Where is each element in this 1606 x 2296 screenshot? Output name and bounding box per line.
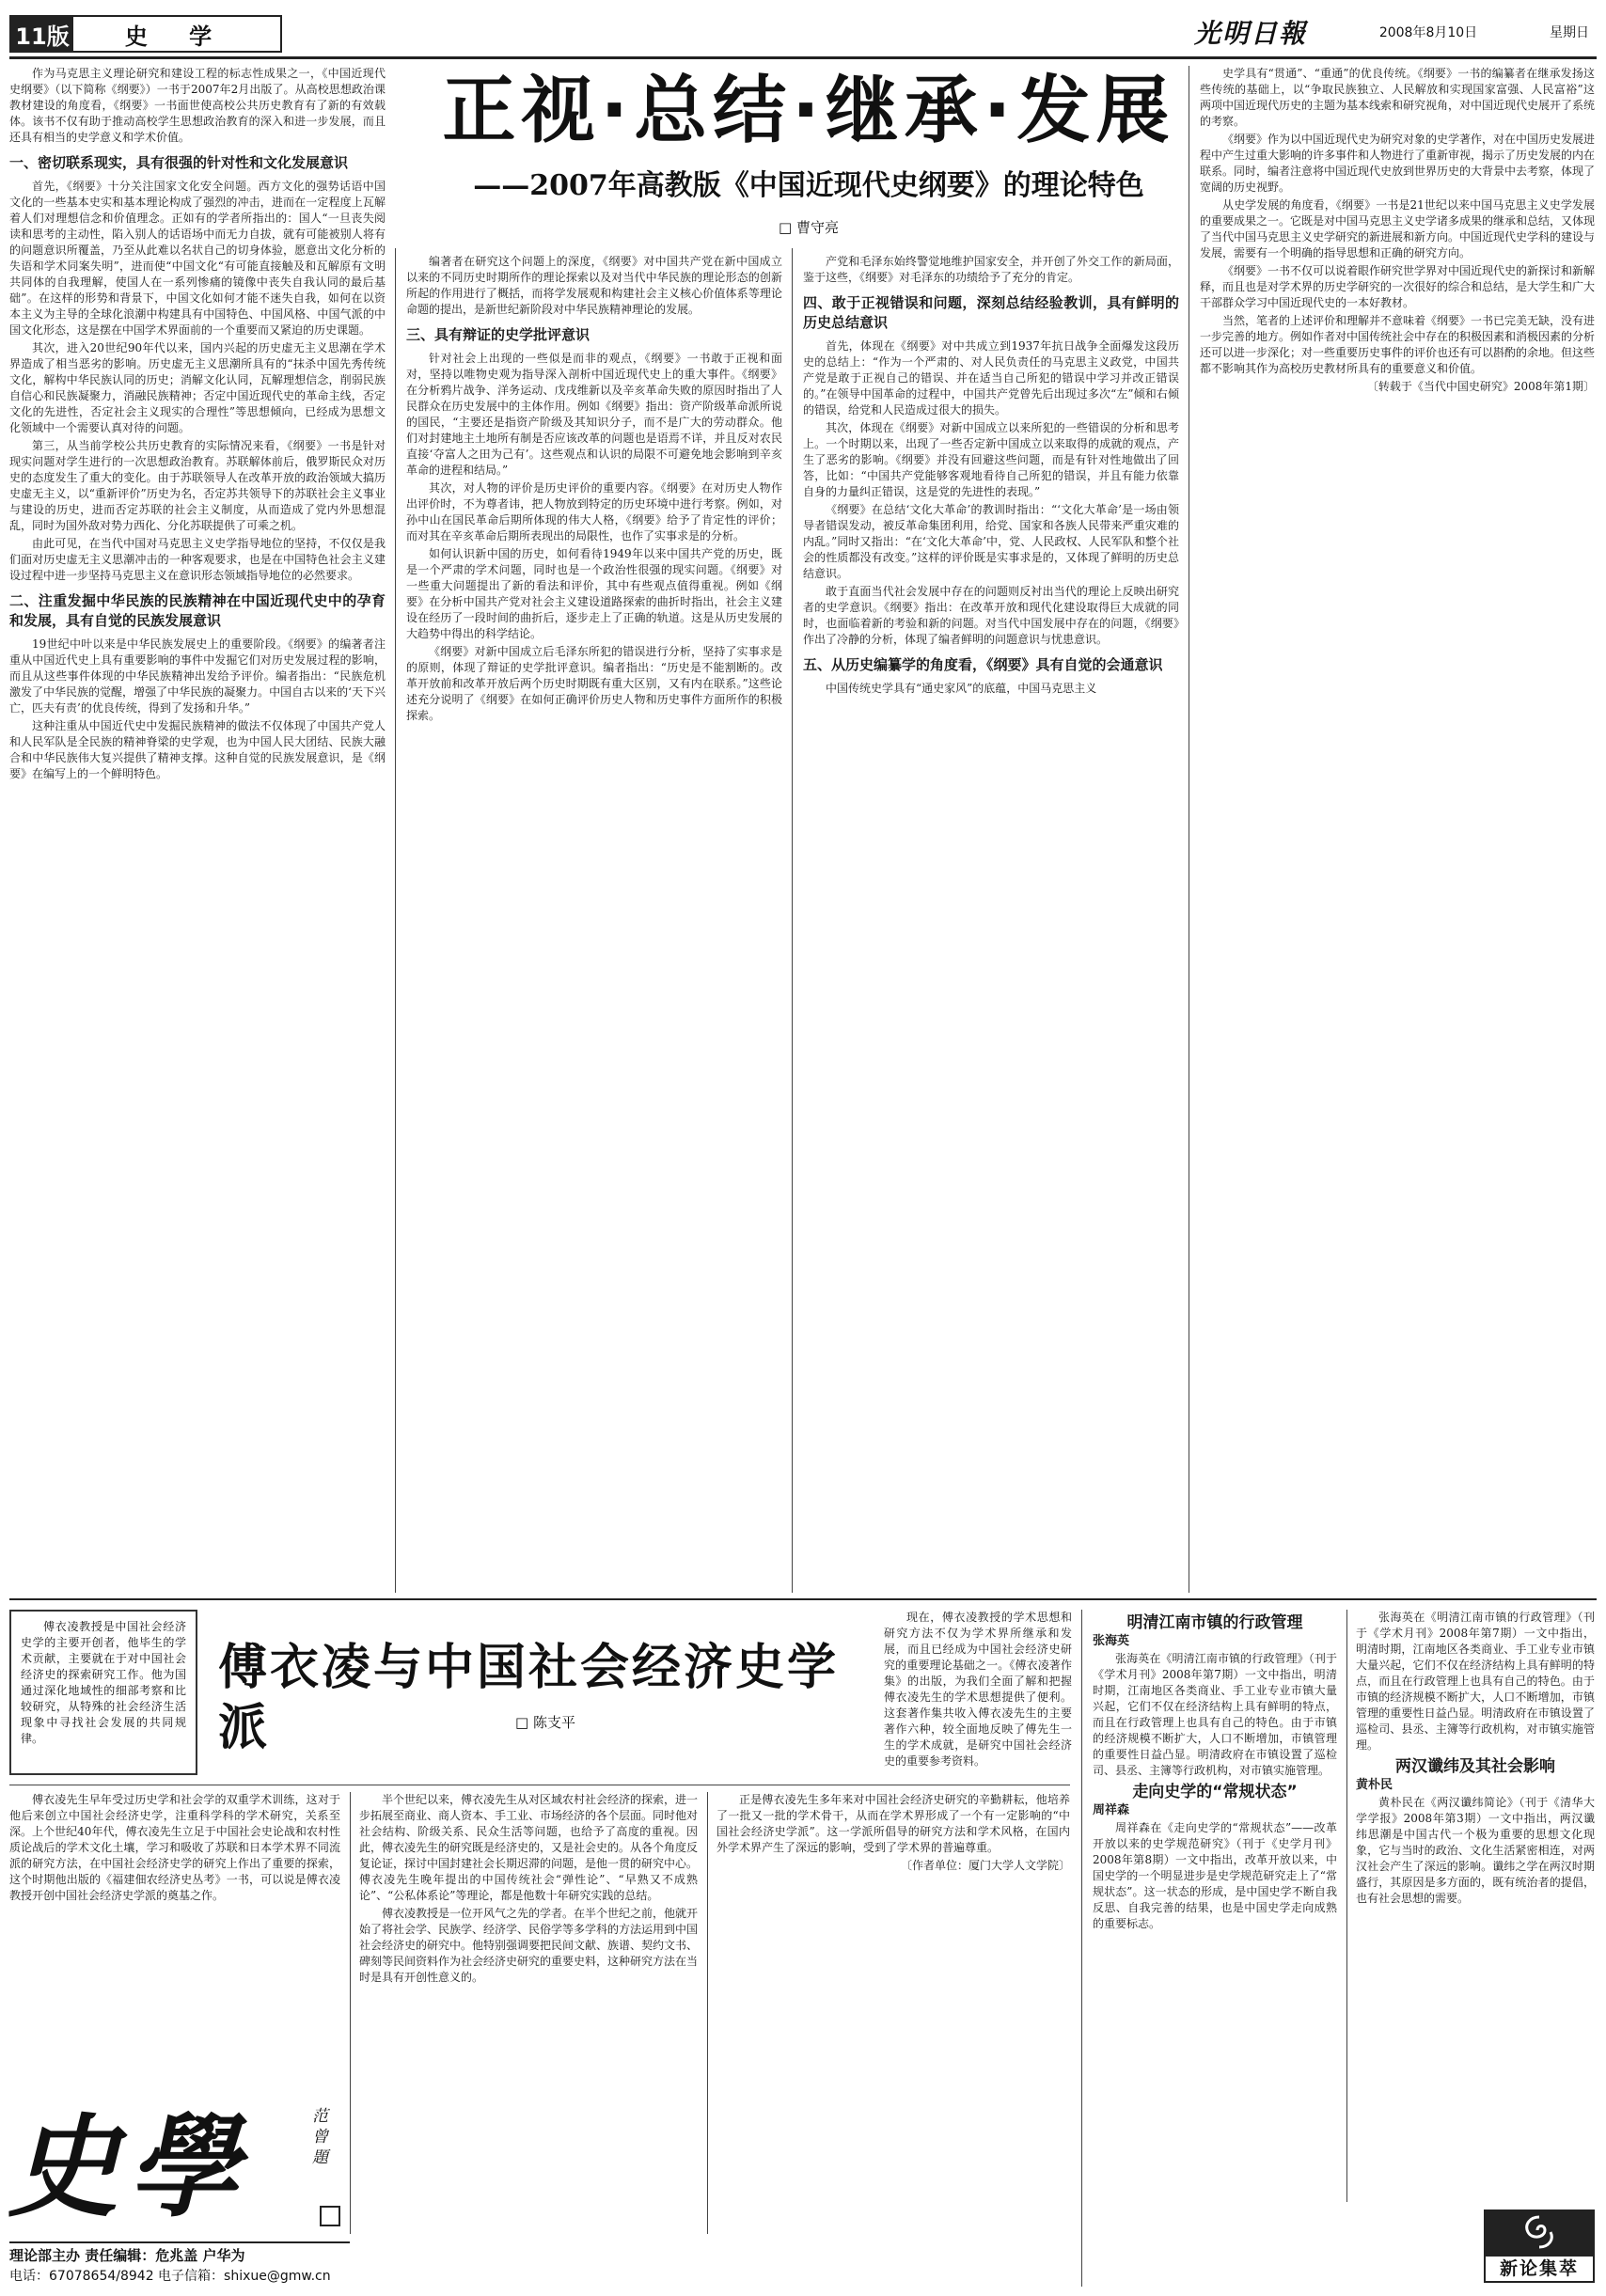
feature-heading-3: 三、具有辩证的史学批评意识 (406, 326, 590, 343)
sidebar-item-2-title: 两汉谶纬及其社会影响 (1395, 1757, 1555, 1776)
feature-source: 〔转载于《当代中国史研究》2008年第1期〕 (1366, 380, 1595, 393)
feature-column-2 (406, 254, 782, 1589)
fu-note: 〔作者单位：厦门大学人文学院〕 (900, 1859, 1070, 1872)
paragraph: 傅衣凌先生早年受过历史学和社会学的双重学术训练，这对于他后来创立中国社会经济史学，注重科学科的学术研究，关系至深。上个世纪40年代，傅衣凌先生立足于中国社会史论战和农村性质论战后的学术文化土壤，学习和吸收了苏联和日本学术界不同流派的研究方法，在中国社会经济史学的研究上作出了重要的探索，这个时期他出版的《福建佃农经济史丛考》一书，可以说是傅衣凌教授开创中国社会经济史学派的奠基之作。 (9, 1793, 340, 1902)
paragraph: 张海英在《明清江南市镇的行政管理》（刊于《学术月刊》2008年第7期）一文中指出，明清时期，江南地区各类商业、手工业专业市镇大量兴起，它们不仅在经济结构上具有鲜明的特点，而且在行政管理上也具有自己的特色。由于市镇的经济规模不断扩大，人口不断增加，市镇管理的重要性日益凸显。明清政府在市镇设置了巡检司、县丞、主簿等行政机构，对市镇实施管理。 (1356, 1611, 1595, 1752)
page-number: 11版 (11, 17, 73, 51)
fu-column-1 (9, 1792, 340, 2084)
paragraph: 其次，对人物的评价是历史评价的重要内容。《纲要》在对历史人物作出评价时，不为尊者讳，把人物放到特定的历史环境中进行考察。例如，对孙中山在国民革命后期所体现的伟大人格，《纲要》给予了肯定性的评价；而对其在辛亥革命后期所表现出的局限性，也作了实事求是的分析。 (406, 481, 782, 543)
header-rule (9, 56, 1597, 59)
logo-label: 新论集萃 (1484, 2255, 1595, 2283)
paragraph: 中国传统史学具有“通史家风”的底蕴，中国马克思主义 (826, 682, 1097, 695)
footer (9, 2245, 423, 2287)
calligraphy-signature: 范曾題 (312, 2107, 328, 2167)
sidebar-column-1 (1093, 1610, 1337, 2193)
column-divider (792, 248, 793, 1593)
paragraph: 张海英在《明清江南市镇的行政管理》（刊于《学术月刊》2008年第7期）一文中指出，明清时期，江南地区各类商业、手工业专业市镇大量兴起，它们不仅在经济结构上具有鲜明的特点，而且在行政管理上也具有自己的特色。由于市镇的经济规模不断扩大，人口不断增加，市镇管理的重要性日益凸显。明清政府在市镇设置了巡检司、县丞、主簿等行政机构，对市镇实施管理。 (1093, 1652, 1337, 1777)
section-name: 史 学 (124, 23, 229, 50)
paragraph: 现在，傅衣凌教授的学术思想和研究方法不仅为学术界所继承和发展，而且已经成为中国社会经济史研究的重要理论基础之一。《傅衣凌著作集》的出版，为我们全面了解和把握傅衣凌先生的学术思想提供了便利。这套著作集共收入傅衣凌先生的主要著作六种，较全面地反映了傅先生一生的学术成就，是研究中国社会经济史的重要参考资料。 (884, 1611, 1072, 1768)
footer-rule (9, 2241, 350, 2243)
paragraph: 《纲要》作为以中国近现代史为研究对象的史学著作，对在中国历史发展进程中产生过重大影响的许多事件和人物进行了重新审视，揭示了历史发展的内在联系。同时，编者注意将中国近现代史放到世界历史的大背景中去考察，体现了宽阔的历史视野。 (1200, 133, 1595, 194)
editor-info: 理论部主办 责任编辑：危兆盖 户华为 (9, 2247, 245, 2264)
paragraph: 从史学发展的角度看，《纲要》一书是21世纪以来中国马克思主义史学发展的重要成果之一。它既是对中国马克思主义史学诸多成果的继承和总结，又体现了当代中国马克思主义史学研究的新进展和新方向。中国近现代史学科的建设与发展，需要有一个明确的指导思想和正确的研究方向。 (1200, 198, 1595, 259)
issue-weekday: 星期日 (1550, 25, 1589, 40)
issue-date: 2008年8月10日 (1378, 25, 1478, 40)
fu-title: 傅衣凌与中国社会经济史学派 (218, 1640, 840, 1756)
fu-column-2 (359, 1792, 698, 2243)
paragraph: 敢于直面当代社会发展中存在的问题则反衬出当代的理论上反映出研究者的史学意识。《纲要》指出：在改革开放和现代化建设取得巨大成就的同时，也面临着新的考验和新的问题。对当代中国发展中存在的问题，《纲要》作出了冷静的分析，体现了编者鲜明的问题意识与忧患意识。 (803, 585, 1179, 646)
paper-name: 光明日報 (1194, 18, 1308, 49)
feature-heading-4: 四、敢于正视错误和问题，深刻总结经验教训，具有鲜明的历史总结意识 (803, 294, 1179, 331)
swirl-icon (1484, 2210, 1595, 2255)
paragraph: 傅衣凌教授是一位开风气之先的学者。在半个世纪之前，他就开始了将社会学、民族学、经济学、民俗学等多学科的方法运用到中国社会经济史的研究中。他特别强调要把民间文献、族谱、契约文书、碑刻等民间资料作为社会经济史研究的重要史料，这种研究方法在当时是具有开创性意义的。 (359, 1907, 698, 1984)
sidebar-item-1-author: 张海英 (1093, 1634, 1130, 1648)
paragraph: 19世纪中叶以来是中华民族发展史上的重要阶段。《纲要》的编著者注重从中国近代史上具有重要影响的事件中发掘它们对历史发展过程的影响，而且从这些事件体现的中华民族精神出发给予评价。编者指出：“民族危机激发了中华民族的觉醒，增强了中华民族的凝聚力。中国自古以来的‘天下兴亡，匹夫有责’的优良传统，得到了发扬和升华。” (9, 637, 386, 715)
paragraph: 第三，从当前学校公共历史教育的实际情况来看，《纲要》一书是针对现实问题对学生进行的一次思想政治教育。苏联解体前后，俄罗斯民众对历史的态度发生了重大的变化。由于苏联领导人在改革开放的政治领域大搞历史虚无主义，以“重新评价”历史为名，否定苏共领导下的苏联社会主义事业与建设的历史，进而否定苏联的社会主义制度，从而造成了党内外思想混乱，同时为国外敌对势力西化、分化苏联提供了可乘之机。 (9, 439, 386, 532)
column-divider (707, 1792, 708, 2234)
feature-column-3 (803, 254, 1179, 1589)
column-divider (350, 1792, 351, 2234)
sidebar-item-3-title: 走向史学的“常规状态” (1132, 1783, 1298, 1801)
paragraph: 当然，笔者的上述评价和理解并不意味着《纲要》一书已完美无缺，没有进一步完善的地方。例如作者对中国传统社会中存在的积极因素和消极因素的分析还可以进一步深化；对一些重要历史事件的评价也还有可以斟酌的余地。但这些都不影响其作为高校历史教材所具有的重要意义和价值。 (1200, 314, 1595, 375)
fu-intro-box (9, 1610, 197, 1775)
feature-subtitle: ——2007年高教版《中国近现代史纲要》的理论特色 (473, 169, 1144, 202)
paragraph: 编著者在研究这个问题上的深度，《纲要》对中国共产党在新中国成立以来的不同历史时期所作的理论探索以及对当代中华民族的理论形态的创新所起的作用进行了概括，而将学发展观和构建社会主义核心价值体系等理论命题的提出，是新世纪新阶段对中华民族精神理论的发展。 (406, 255, 782, 316)
paragraph: 《纲要》对新中国成立后毛泽东所犯的错误进行分析，坚持了实事求是的原则，体现了辩证的史学批评意识。编者指出：“历史是不能割断的。改革开放前和改革开放后两个历史时期既有重大区别，又有内在联系。”这些论述充分说明了《纲要》在如何正确评价历史人物和历史事件方面所作的积极探索。 (406, 645, 782, 722)
paragraph: 如何认识新中国的历史，如何看待1949年以来中国共产党的历史，既是一个严肃的学术问题，同时也是一个政治性很强的现实问题。《纲要》对一些重大问题提出了新的看法和评价，其中有些观点值得重视。例如《纲要》在分析中国共产党对社会主义建设道路探索的曲折时指出，社会主义建设在经历了一段时间的曲折后，逐步走上了正确的轨道。这是从历史发展的大趋势中得出的科学结论。 (406, 547, 782, 640)
sidebar-item-2-author: 黄朴民 (1356, 1778, 1393, 1792)
feature-lead: 作为马克思主义理论研究和建设工程的标志性成果之一，《中国近现代史纲要》（以下简称《纲要》）一书于2007年2月出版了。从高校思想政治课教材建设的角度看，《纲要》一书面世使高校公共历史教育有了新的有效载体。该书不仅有助于推动高校学生思想政治教育的深入和进一步发展，而且还具有相当的史学意义和学术价值。 (9, 67, 386, 144)
swirl-icon-graphic (1520, 2213, 1558, 2251)
feature-column-1 (9, 66, 386, 1589)
calligraphy-title: 史學 (8, 2101, 249, 2232)
feature-heading-1: 一、密切联系现实，具有很强的针对性和文化发展意识 (9, 154, 349, 171)
sidebar-divider (1081, 1610, 1082, 2287)
paragraph: 《纲要》在总结‘文化大革命’的教训时指出：“‘文化大革命’是一场由领导者错误发动，被反革命集团利用，给党、国家和各族人民带来严重灾难的内乱。”同时又指出：“在‘文化大革命’中，党、人民政权、人民军队和整个社会的性质都没有改变。”这样的评价既是实事求是的，又体现了鲜明的历史总结意识。 (803, 503, 1179, 580)
paragraph: 周祥森在《走向史学的“常规状态”——改革开放以来的史学规范研究》（刊于《史学月刊》2008年第8期）一文中指出，改革开放以来，中国史学的一个明显进步是史学规范研究走上了“常规状态”。这一状态的形成，是中国史学不断自我反思、自我完善的结果，也是中国史学走向成熟的重要标志。 (1093, 1821, 1337, 1930)
paragraph: 首先，《纲要》十分关注国家文化安全问题。西方文化的强势话语中国文化的一些基本史实和基本理论构成了强烈的冲击，进而在一定程度上瓦解着人们对理想信念和价值理念。正如有的学者所指出的：国人“一旦丧失阅读和思考的主动性，陷入别人的话语场中而无力自拔，就有可能被别人将有的问题意识所覆盖，乃至从此难以名状自己的切身体验，愿意出文化分析的失语和学术同案失明”，进而使“中国文化“有可能直接触及和瓦解原有文明共同体的自我理解，使国人在一系列惨痛的镜像中丧失自我认同的最后基础”。在这样的形势和背景下，中国文化如何才能不迷失自我，如何在以资本主义为主导的全球化浪潮中构建具有中国特色、中国风格、中国气派的中国文化形态，这是摆在中国学术界面前的一个重要而又紧迫的历史课题。 (9, 180, 386, 337)
paragraph: 《纲要》一书不仅可以说着眼作研究世学界对中国近现代史的新探讨和新解释，而且也是对学术界的历史学研究的一次很好的综合和总结，是大学生和广大干部群众学习中国近现代史的一本好教材。 (1200, 264, 1595, 309)
section-rule (9, 1598, 1597, 1600)
seal-icon (320, 2206, 340, 2226)
column-logo (1484, 2210, 1595, 2285)
paragraph: 这种注重从中国近代史中发掘民族精神的做法不仅体现了中国共产党人和人民军队是全民族的精神脊梁的史学观，也为中国人民大团结、民族大融合和中华民族伟大复兴提供了精神支撑。这种自觉的民族发展意识，是《纲要》在编写上的一个鲜明特色。 (9, 719, 386, 780)
paragraph: 史学具有“贯通”、“重通”的优良传统。《纲要》一书的编纂者在继承发扬这些传统的基础上，以“争取民族独立、人民解放和实现国家富强、人民富裕”这两项中国近现代历史的主题为基本线索和研究视角，对中国近现代史展开了系统的考察。 (1200, 67, 1595, 128)
feature-title: 正视·总结·继承·发展 (442, 69, 1175, 153)
sidebar-column-2 (1356, 1610, 1595, 2202)
feature-heading-5: 五、从历史编纂学的角度看，《纲要》具有自觉的会通意识 (803, 656, 1163, 673)
paragraph: 由此可见，在当代中国对马克思主义史学指导地位的坚持，不仅仅是我们面对历史虚无主义思潮冲击的一种客观要求，也是在中国特色社会主义建设过程中进一步坚持马克思主义在意识形态领域指导地位的必然要求。 (9, 537, 386, 582)
section-header-box (9, 15, 282, 53)
paragraph: 其次，体现在《纲要》对新中国成立以来所犯的一些错误的分析和思考上。一个时期以来，出现了一些否定新中国成立以来取得的成就的观点，产生了恶劣的影响。《纲要》并没有回避这些问题，而是有针对性地做出了回答，比如：“中国共产党能够客观地看待自己所犯的错误，并且有能力依靠自身的力量纠正错误，这是党的先进性的表现。” (803, 421, 1179, 498)
paragraph: 针对社会上出现的一些似是而非的观点，《纲要》一书敢于正视和面对，坚持以唯物史观为指导深入剖析中国近现代史上的重大事件。《纲要》在分析鸦片战争、洋务运动、戊戌维新以及辛亥革命失败的原因时指出了人民群众在历史发展中的主体作用。例如《纲要》指出：资产阶级革命派所说的国民，“主要还是指资产阶级及其知识分子，而不是广大的劳动群众。他们对封建地主土地所有制是否应该改革的问题也是语焉不详，并且反对农民直接‘夺富人之田为己有’。这些观点和认识的局限不可避免地会影响到辛亥革命的进程和结局。” (406, 352, 782, 477)
feature-heading-2: 二、注重发掘中华民族的民族精神在中国近现代史中的孕育和发展，具有自觉的民族发展意识 (9, 592, 386, 629)
paragraph: 首先，体现在《纲要》对中共成立到1937年抗日战争全面爆发这段历史的总结上：“作为一个严肃的、对人民负责任的马克思主义政党，中国共产党是敢于正视自己的错误、并在适当自己所犯的错误中学习并改正错误的。”在领导中国革命的过程中，中国共产党曾先后出现过多次“左”倾和右倾的错误，给党和人民造成过很大的损失。 (803, 339, 1179, 417)
sidebar-item-3-author: 周祥森 (1093, 1803, 1130, 1817)
fu-column-top-right (884, 1610, 1072, 1779)
paragraph: 产党和毛泽东始终警觉地维护国家安全，并开创了外交工作的新局面，鉴于这些，《纲要》对毛泽东的功绩给予了充分的肯定。 (803, 255, 1179, 284)
column-divider (1346, 1610, 1347, 2202)
fu-column-3 (716, 1792, 1070, 2243)
paragraph: 黄朴民在《两汉谶纬简论》（刊于《清华大学学报》2008年第3期）一文中指出，两汉谶纬思潮是中国古代一个极为重要的思想文化现象，它与当时的政治、文化生活紧密相连，对两汉社会产生了深远的影响。谶纬之学在两汉时期盛行，其原因是多方面的，既有统治者的提倡，也有社会思想的需要。 (1356, 1796, 1595, 1905)
masthead (1194, 11, 1589, 53)
paragraph: 正是傅衣凌先生多年来对中国社会经济史研究的辛勤耕耘，他培养了一批又一批的学术骨干，从而在学术界形成了一个有一定影响的“中国社会经济史学派”。这一学派所倡导的研究方法和学术风格，在国内外学术界产生了深远的影响，受到了学术界的普遍尊重。 (716, 1793, 1070, 1854)
feature-column-4 (1200, 66, 1595, 1589)
fu-author: □ 陈支平 (515, 1714, 575, 1731)
fu-intro: 傅衣凌教授是中国社会经济史学的主要开创者，他毕生的学术贡献，主要就在于对中国社会经济史的探索研究工作。他为国通过深化地域性的细部考察和比较研究，从特殊的社会经济生活现象中寻找社会发展的共同规律。 (21, 1620, 186, 1745)
paragraph: 半个世纪以来，傅衣凌先生从对区域农村社会经济的探索，进一步拓展至商业、商人资本、手工业、市场经济的各个层面。同时他对社会结构、阶级关系、民众生活等问题，也给予了高度的重视。因此，傅衣凌先生的研究既是经济史的，又是社会史的。从各个角度反复论证，探讨中国封建社会长期迟滞的问题，是他一贯的研究中心。傅衣凌先生晚年提出的中国传统社会“弹性论”、“早熟又不成熟论”、“公私体系论”等理论，都是他数十年研究实践的总结。 (359, 1793, 698, 1902)
sidebar-item-1-title: 明清江南市镇的行政管理 (1126, 1613, 1303, 1632)
feature-author: □ 曹守亮 (779, 219, 839, 236)
column-divider (395, 248, 396, 1593)
contact-info: 电话：67078654/8942 电子信箱：shixue@gmw.cn (9, 2269, 331, 2284)
paragraph: 其次，进入20世纪90年代以来，国内兴起的历史虚无主义思潮在学术界造成了相当恶劣的影响。历史虚无主义思潮所具有的“抹杀中国先秀传统文化，解构中华民族认同的历史；消解文化认同，瓦解理想信念，削弱民族自信心和民族凝聚力，消融民族精神；否定中国近现代史的革命主线，否定文化的先进性，否定社会主义现实的合理性”等思想倾向，已经成为思想文化领域中一个需要认真对待的问题。 (9, 341, 386, 434)
